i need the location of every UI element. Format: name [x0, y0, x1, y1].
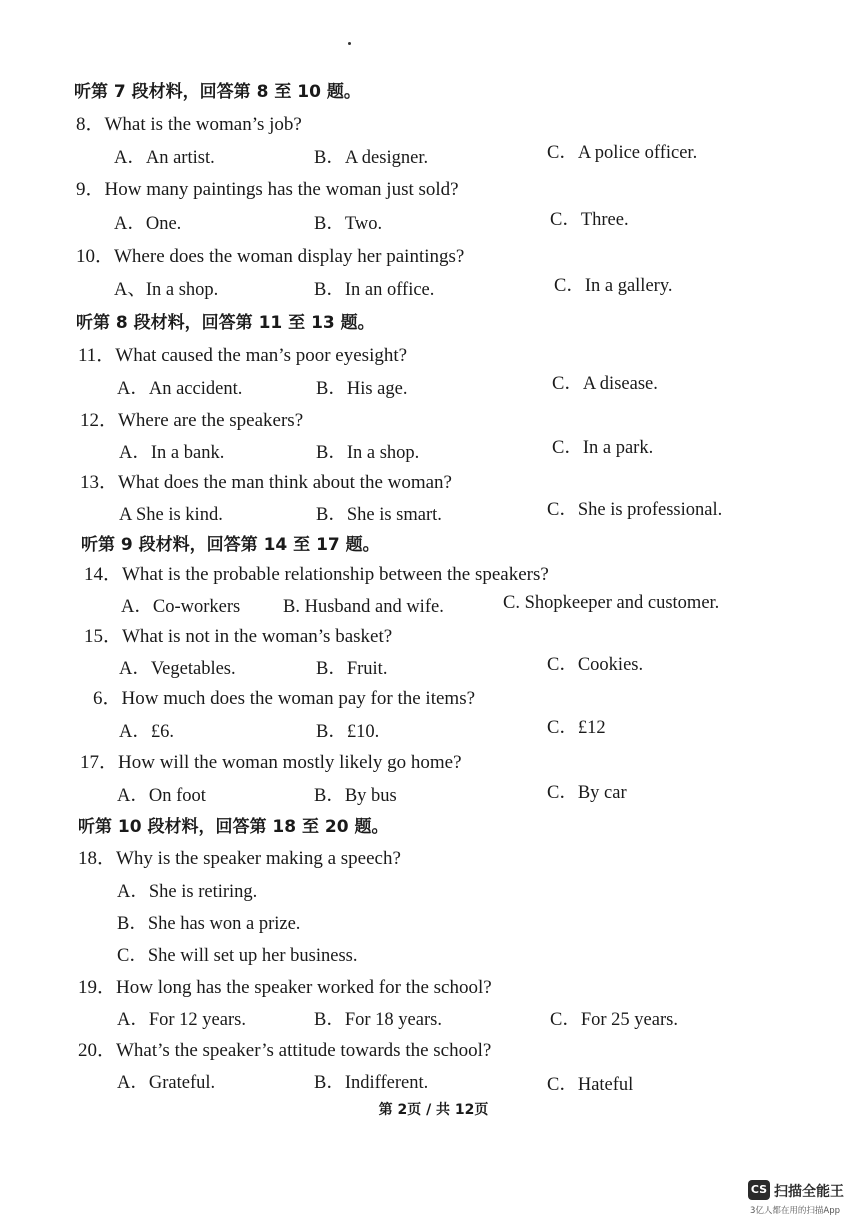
option-13a: A She is kind.	[119, 505, 223, 525]
question-17: 17．How will the woman mostly likely go home?	[80, 752, 462, 773]
option-13c: C．She is professional.	[547, 500, 723, 520]
option-10a: A、In a shop.	[114, 280, 219, 300]
question-12: 12．Where are the speakers?	[80, 410, 304, 431]
option-16b: B．£10.	[316, 722, 380, 742]
question-11: 11．What caused the man’s poor eyesight?	[78, 345, 408, 366]
option-9b: B．Two.	[314, 214, 383, 234]
option-18b: B．She has won a prize.	[117, 914, 301, 934]
scan-speck	[348, 42, 351, 45]
option-18c: C．She will set up her business.	[117, 946, 358, 966]
option-10c: C．In a gallery.	[554, 276, 673, 296]
option-11c: C．A disease.	[552, 374, 658, 394]
question-18: 18．Why is the speaker making a speech?	[78, 848, 401, 869]
option-14b: B. Husband and wife.	[283, 597, 444, 617]
option-11a: A．An accident.	[117, 379, 243, 399]
question-16: 6．How much does the woman pay for the items?	[93, 688, 476, 709]
option-20b: B．Indifferent.	[314, 1073, 429, 1093]
option-17c: C．By car	[547, 783, 627, 803]
option-16a: A．£6.	[119, 722, 174, 742]
option-16c: C．£12	[547, 718, 606, 738]
question-13: 13．What does the man think about the woman?	[80, 472, 452, 493]
option-15c: C．Cookies.	[547, 655, 644, 675]
option-9c: C．Three.	[550, 210, 629, 230]
option-14c: C. Shopkeeper and customer.	[503, 593, 720, 613]
option-9a: A．One.	[114, 214, 182, 234]
camscanner-logo-icon: CS	[748, 1180, 770, 1200]
option-12c: C．In a park.	[552, 438, 654, 458]
option-18a: A．She is retiring.	[117, 882, 258, 902]
section-heading-9: 听第 9 段材料，回答第 14 至 17 题。	[81, 535, 380, 555]
option-8c: C．A police officer.	[547, 143, 698, 163]
option-17b: B．By bus	[314, 786, 397, 806]
option-14a: A．Co-workers	[121, 597, 241, 617]
option-12a: A．In a bank.	[119, 443, 225, 463]
question-19: 19．How long has the speaker worked for the school?	[78, 977, 492, 998]
option-13b: B．She is smart.	[316, 505, 442, 525]
option-12b: B．In a shop.	[316, 443, 420, 463]
section-heading-8: 听第 8 段材料，回答第 11 至 13 题。	[76, 313, 375, 333]
page-number: 第 2页 / 共 12页	[378, 1102, 489, 1118]
question-8: 8．What is the woman’s job?	[76, 114, 302, 135]
option-15b: B．Fruit.	[316, 659, 388, 679]
option-20c: C．Hateful	[547, 1075, 634, 1095]
question-20: 20．What’s the speaker’s attitude towards the school?	[78, 1040, 492, 1061]
scanner-watermark	[748, 1178, 858, 1218]
option-19a: A．For 12 years.	[117, 1010, 246, 1030]
question-9: 9．How many paintings has the woman just sold?	[76, 179, 459, 200]
option-8a: A．An artist.	[114, 148, 215, 168]
question-14: 14．What is the probable relationship between the speakers?	[84, 564, 549, 585]
option-11b: B．His age.	[316, 379, 408, 399]
scanner-tagline: 3亿人都在用的扫描App	[750, 1206, 841, 1216]
option-8b: B．A designer.	[314, 148, 429, 168]
section-heading-10: 听第 10 段材料，回答第 18 至 20 题。	[78, 817, 389, 837]
option-20a: A．Grateful.	[117, 1073, 216, 1093]
option-19b: B．For 18 years.	[314, 1010, 442, 1030]
question-10: 10．Where does the woman display her paintings?	[76, 246, 465, 267]
option-19c: C．For 25 years.	[550, 1010, 678, 1030]
option-10b: B．In an office.	[314, 280, 435, 300]
section-heading-7: 听第 7 段材料，回答第 8 至 10 题。	[74, 82, 361, 102]
option-15a: A．Vegetables.	[119, 659, 236, 679]
scanner-app-name: 扫描全能王	[774, 1184, 844, 1200]
option-17a: A．On foot	[117, 786, 206, 806]
question-15: 15．What is not in the woman’s basket?	[84, 626, 393, 647]
